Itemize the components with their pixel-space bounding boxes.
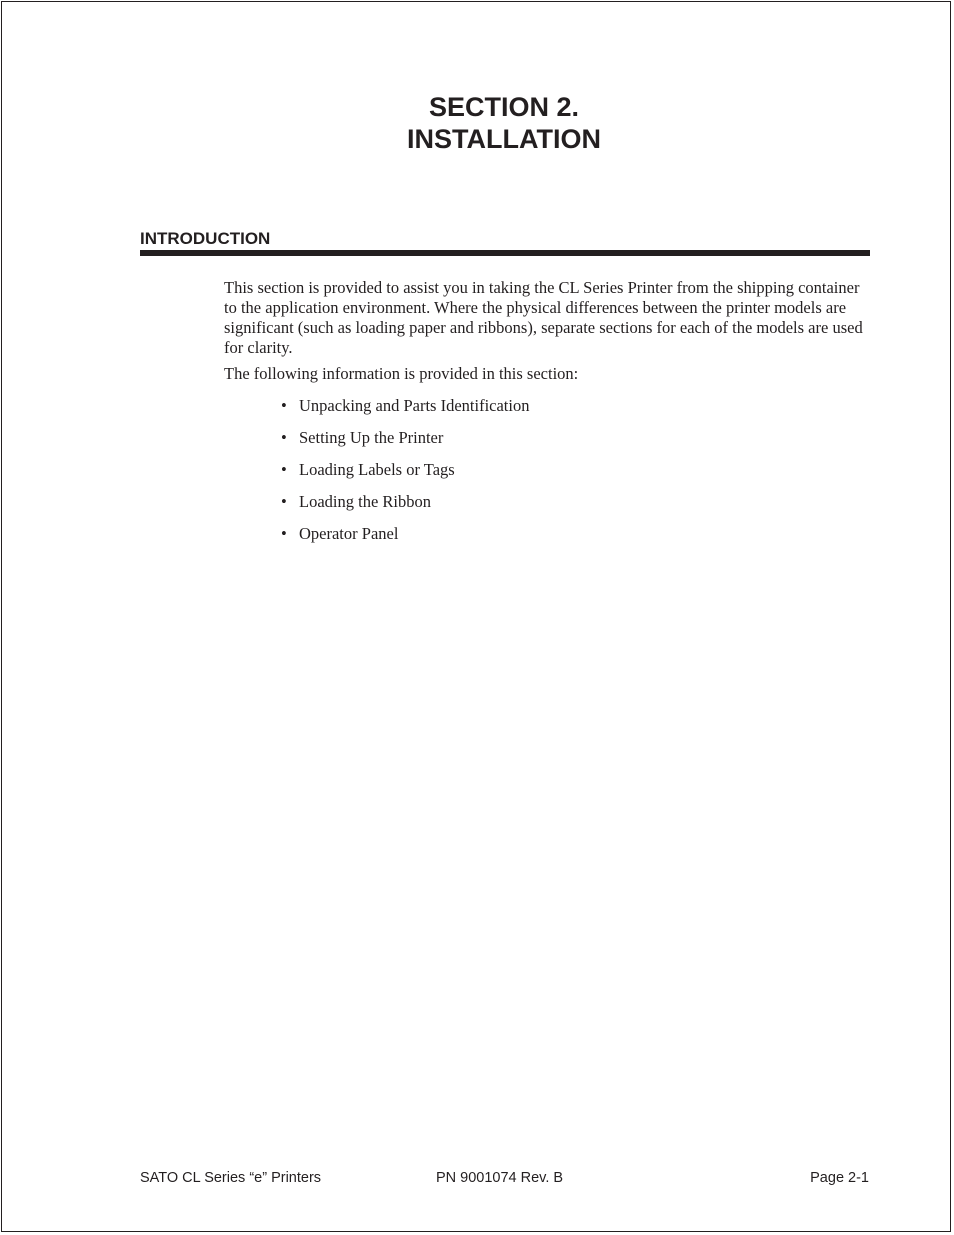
list-item-text: Loading Labels or Tags xyxy=(299,460,455,479)
footer-part-number: PN 9001074 Rev. B xyxy=(436,1170,564,1186)
bullet-icon: • xyxy=(281,428,287,447)
section-name: INSTALLATION xyxy=(407,124,601,154)
bullet-icon: • xyxy=(281,524,287,543)
section-number: SECTION 2. xyxy=(428,92,580,122)
list-item xyxy=(281,492,529,524)
page-border xyxy=(1,1,951,1232)
list-item xyxy=(281,428,529,460)
heading-rule xyxy=(140,250,870,256)
intro-paragraph: This section is provided to assist you in taking the CL Series Printer from the shipping container to the application environment. Where the physical differences between the printer models are significant (such as loading paper and ribbons), separate sections for each of the models are used for clarity. xyxy=(224,278,863,357)
footer-page-number: Page 2-1 xyxy=(810,1170,869,1186)
list-item-text: Setting Up the Printer xyxy=(299,428,444,447)
list-item xyxy=(281,396,529,428)
footer-product-name: SATO CL Series “e” Printers xyxy=(140,1170,322,1186)
page-title xyxy=(0,91,954,155)
bullet-icon: • xyxy=(281,492,287,511)
topic-list xyxy=(281,396,529,556)
bullet-icon: • xyxy=(281,460,287,479)
list-item-text: Operator Panel xyxy=(299,524,399,543)
info-lead-paragraph: The following information is provided in this section: xyxy=(224,364,579,383)
list-item xyxy=(281,524,529,556)
list-item-text: Unpacking and Parts Identification xyxy=(299,396,530,415)
list-item-text: Loading the Ribbon xyxy=(299,492,431,511)
bullet-icon: • xyxy=(281,396,287,415)
introduction-heading: INTRODUCTION xyxy=(140,229,271,248)
list-item xyxy=(281,460,529,492)
